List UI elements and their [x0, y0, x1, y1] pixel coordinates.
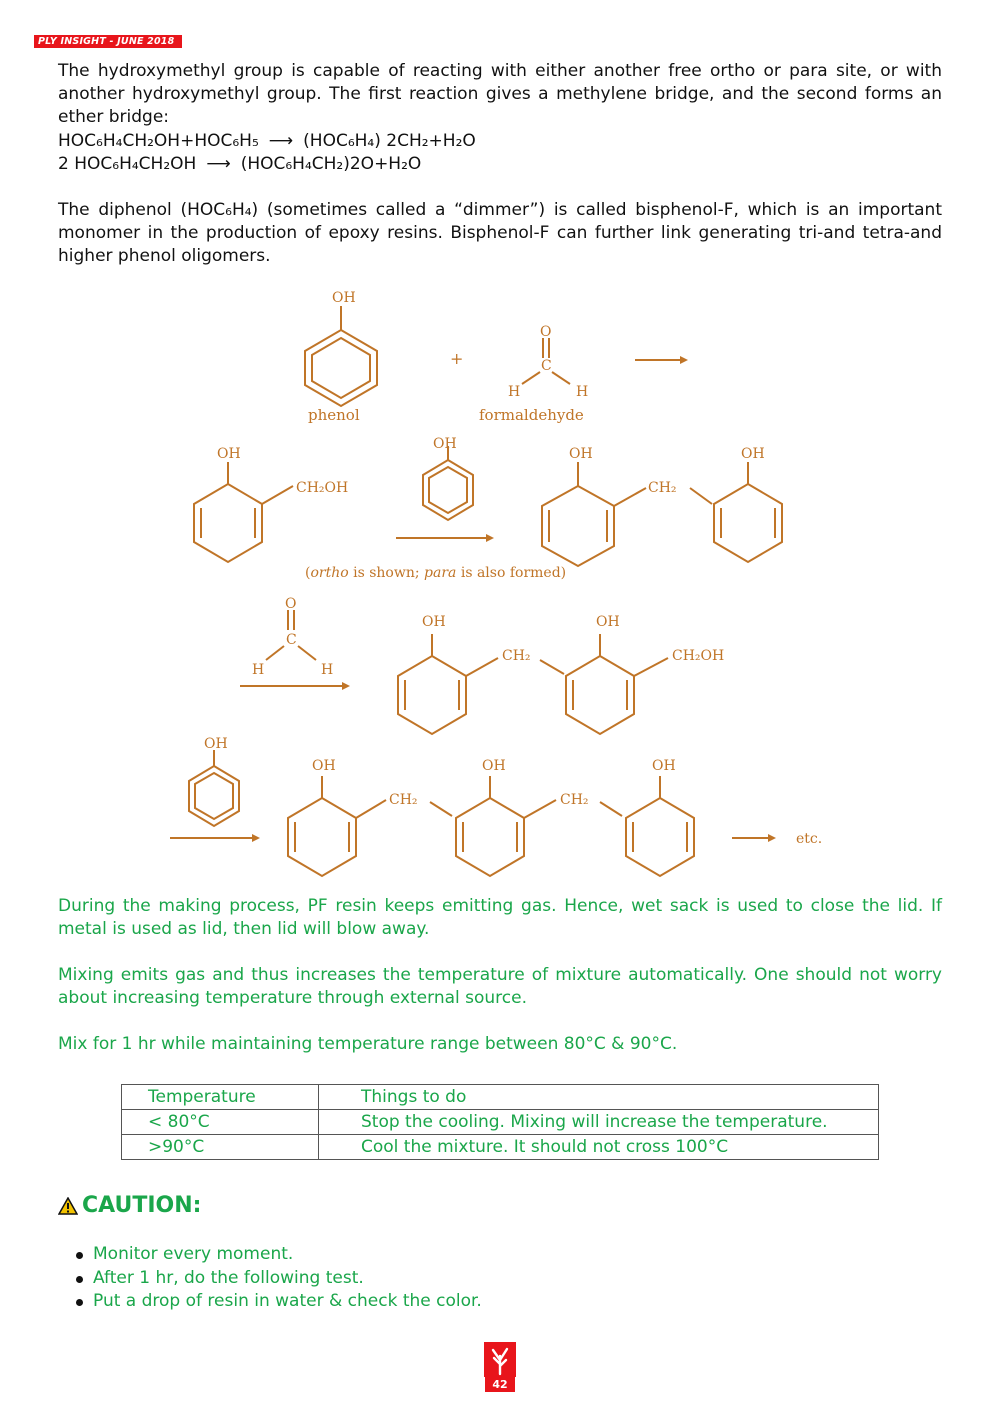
formaldehyde-o-label: O: [540, 324, 552, 340]
formaldehyde-label: formaldehyde: [479, 406, 584, 424]
hmp-ch2oh-label: CH₂OH: [296, 480, 349, 496]
oligomer-ch2-2: CH₂: [560, 792, 589, 808]
trimer-ch2-label: CH₂: [502, 648, 531, 664]
oligomer-oh-3: OH: [652, 758, 676, 774]
green-paragraph-2: Mixing emits gas and thus increases the temperature of mixture automatically. One should not worry about increasing temperature through external source.: [58, 965, 942, 1008]
green-paragraph-3: Mix for 1 hr while maintaining temperature range between 80°C & 90°C.: [58, 1034, 678, 1054]
trimer-oh-left-label: OH: [422, 614, 446, 630]
table-cell: >90°C: [122, 1135, 319, 1160]
phenol3-oh-label: OH: [204, 736, 228, 752]
oligomer-oh-2: OH: [482, 758, 506, 774]
note-end: is also formed): [456, 565, 567, 581]
table-header-things-to-do: Things to do: [319, 1085, 879, 1110]
phenol-oh-label: OH: [332, 290, 356, 306]
formaldehyde2-h-left: H: [252, 662, 265, 678]
hydroxymethylphenol-ring: [194, 462, 293, 562]
oligomer-ch2-1: CH₂: [389, 792, 418, 808]
warning-icon: [58, 1197, 78, 1215]
note-para: para: [424, 565, 457, 581]
oligomer-oh-1: OH: [312, 758, 336, 774]
temperature-table: [121, 1084, 879, 1160]
intro-paragraph: The hydroxymethyl group is capable of reacting with either another free ortho or para site, or with another hydroxymethyl group. The first reaction gives a methylene bridge, and the second forms an ether bridge:: [58, 61, 942, 127]
bpf-oh-left-label: OH: [569, 446, 593, 462]
reaction-scheme-figure: [160, 282, 860, 882]
trimer-oh-right-label: OH: [596, 614, 620, 630]
trimer-hydroxymethyl-structure: [398, 634, 668, 734]
list-item: Put a drop of resin in water & check the color.: [74, 1290, 482, 1314]
page-number: 42: [485, 1377, 515, 1392]
arrow-icon: ⟶: [206, 154, 231, 174]
oligomer-structure: [288, 776, 694, 876]
formaldehyde-h-left: H: [508, 384, 521, 400]
equation-2-right: (HOC₆H₄CH₂)2O+H₂O: [240, 154, 422, 174]
formaldehyde2-h-right: H: [321, 662, 334, 678]
formaldehyde2-c-label: C: [286, 632, 297, 648]
note-open: (: [305, 565, 311, 581]
ortho-note: [305, 565, 566, 581]
green-paragraph-1: During the making process, PF resin keeps emitting gas. Hence, wet sack is used to close the lid. If metal is used as lid, then lid will blow away.: [58, 896, 942, 939]
formaldehyde2-o-label: O: [285, 596, 297, 612]
formaldehyde-h-right: H: [576, 384, 589, 400]
phenol-small-ring: [423, 446, 473, 520]
note-ortho: ortho: [310, 565, 349, 581]
etc-label: etc.: [796, 831, 823, 847]
table-cell: < 80°C: [122, 1110, 319, 1135]
list-item: After 1 hr, do the following test.: [74, 1267, 482, 1291]
caution-heading: [58, 1193, 201, 1218]
header-tag: PLY INSIGHT - JUNE 2018: [34, 35, 182, 48]
equation-2-left: 2 HOC₆H₄CH₂OH: [58, 154, 197, 174]
caution-list: [74, 1243, 482, 1314]
table-row: [122, 1135, 879, 1160]
trimer-ch2oh-label: CH₂OH: [672, 648, 725, 664]
arrow-icon: ⟶: [268, 131, 294, 151]
list-item: Monitor every moment.: [74, 1243, 482, 1267]
bisphenol-paragraph: The diphenol (HOC₆H₄) (sometimes called a “dimmer”) is called bisphenol-F, which is an important monomer in the production of epoxy resins. Bisphenol-F can further link generating tri-and tetra-and higher phenol oligomers.: [58, 200, 942, 266]
equation-1-right: (HOC₆H₄) 2CH₂+H₂O: [303, 131, 476, 151]
phenol-small-ring-2: [189, 750, 239, 826]
formaldehyde-c-label: C: [541, 358, 552, 374]
phenol-label: phenol: [308, 406, 360, 424]
plus-sign: +: [450, 349, 464, 368]
bisphenol-f-structure: [542, 462, 782, 566]
phenol2-oh-label: OH: [433, 436, 457, 452]
phenol-ring: [305, 306, 377, 406]
equation-2: [58, 153, 421, 175]
bpf-oh-right-label: OH: [741, 446, 765, 462]
table-cell: Cool the mixture. It should not cross 100°C: [319, 1135, 879, 1160]
table-row: [122, 1110, 879, 1135]
note-mid: is shown;: [348, 565, 425, 581]
table-header-temperature: Temperature: [122, 1085, 319, 1110]
equation-1: [58, 130, 476, 152]
table-header-row: [122, 1085, 879, 1110]
table-cell: Stop the cooling. Mixing will increase the temperature.: [319, 1110, 879, 1135]
caution-title: CAUTION:: [82, 1193, 202, 1218]
hmp-oh-label: OH: [217, 446, 241, 462]
equation-1-left: HOC₆H₄CH₂OH+HOC₆H₅: [58, 131, 259, 151]
bpf-ch2-label: CH₂: [648, 480, 677, 496]
